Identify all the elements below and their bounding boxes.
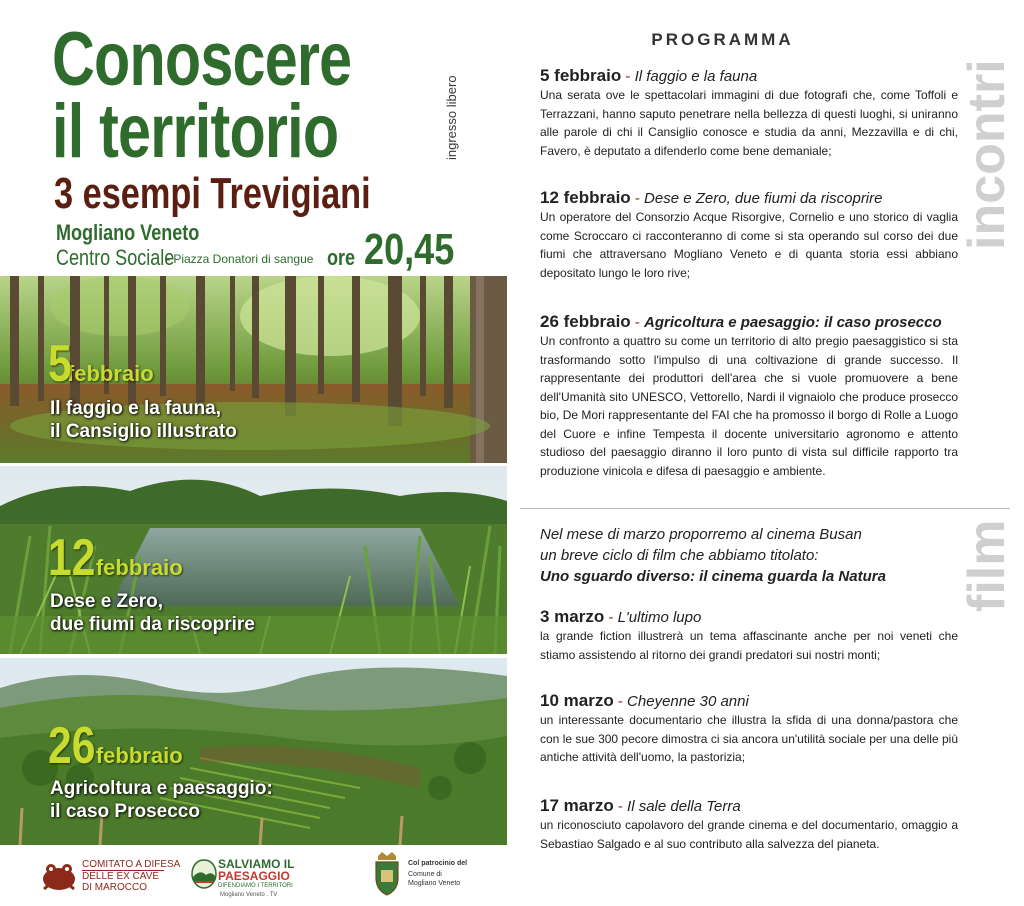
photo3-line1: Agricoltura e paesaggio: bbox=[50, 778, 273, 799]
photo1-day: 5 bbox=[48, 335, 72, 393]
landscape-icon bbox=[190, 859, 218, 889]
event-header bbox=[540, 188, 960, 208]
time-value: 20,45 bbox=[364, 225, 455, 274]
salviamo-line1: SALVIAMO IL bbox=[218, 857, 295, 871]
photo2-line1: Dese e Zero, bbox=[50, 591, 163, 612]
film-intro-line2: un breve ciclo di film che abbiamo titolato: bbox=[540, 547, 819, 564]
film-header bbox=[540, 691, 960, 711]
event-separator: - bbox=[630, 314, 645, 331]
logo-salviamo-paesaggio bbox=[190, 855, 310, 901]
photo1-month: febbraio bbox=[66, 361, 154, 386]
film-separator: - bbox=[613, 693, 628, 710]
location-place: Centro Sociale bbox=[56, 245, 175, 270]
subtitle: 3 esempi Trevigiani bbox=[54, 169, 371, 218]
photo1-date bbox=[48, 334, 154, 394]
side-label-film: film bbox=[958, 519, 1016, 612]
event-header bbox=[540, 312, 960, 332]
programma-heading: PROGRAMMA bbox=[651, 30, 794, 49]
comitato-line1: COMITATO A DIFESA bbox=[82, 859, 181, 870]
film-description: un riconosciuto capolavoro del grande cinema e del documentario, omaggio a Sebastiao Salgado e al suo contributo alla salvezza del pianeta. bbox=[540, 818, 958, 851]
event-5-febbraio bbox=[540, 66, 960, 160]
event-header bbox=[540, 66, 960, 86]
section-divider bbox=[520, 508, 1010, 509]
photo2-month: febbraio bbox=[95, 555, 183, 580]
photo-river bbox=[0, 466, 507, 654]
film-3-marzo bbox=[540, 607, 960, 664]
film-separator: - bbox=[613, 798, 628, 815]
photo1-line1: Il faggio e la fauna, bbox=[50, 398, 222, 419]
salviamo-line2: PAESAGGIO bbox=[218, 869, 290, 883]
photo3-date bbox=[48, 716, 183, 776]
entry-note bbox=[444, 40, 464, 160]
film-title: L'ultimo lupo bbox=[617, 609, 702, 626]
film-title: Il sale della Terra bbox=[627, 798, 741, 815]
film-description: un interessante documentario che illustra la sfida di una donna/pastora che con le sue 300 pecore dimostra ci sia ancora un'utilità sociale per una delle più antiche attività dell'uomo, la pastorizia; bbox=[540, 713, 958, 764]
film-17-marzo bbox=[540, 796, 960, 853]
photo2-date bbox=[48, 528, 183, 588]
coat-of-arms-icon bbox=[372, 852, 402, 896]
film-title: Cheyenne 30 anni bbox=[627, 693, 749, 710]
photo3-day: 26 bbox=[48, 717, 96, 775]
photo3-month: febbraio bbox=[95, 743, 183, 768]
film-separator: - bbox=[604, 609, 618, 626]
event-separator: - bbox=[630, 190, 645, 207]
photo2-line2: due fiumi da riscoprire bbox=[50, 614, 255, 635]
film-description: la grande fiction illustrerà un tema affascinante anche per noi veneti che stiamo assistendo al ritorno dei grandi predatori sui nostri monti; bbox=[540, 629, 958, 662]
salviamo-line3: DIFENDIAMO I TERRITORI bbox=[218, 883, 293, 889]
event-title: Dese e Zero, due fiumi da riscoprire bbox=[644, 190, 883, 207]
photo1-line2: il Cansiglio illustrato bbox=[50, 421, 237, 442]
photo-vineyard bbox=[0, 658, 507, 845]
frog-icon bbox=[40, 859, 78, 895]
event-description: Un confronto a quattro su come un territorio di alto pregio paesaggistico si sta trasformando sotto l'impulso di una coltivazione di grande successo. Il rappresentante dei produttori dell'area che si vuole promuovere a bene dell'Umanità sito UNESCO, Vettorello, Nardi il vignaiolo che produce prosecco bio, De Mori rappresentante del FAI che ha promosso il borgo di Rolle a Luogo del Cuore e infine Tempesta il docente universitario agronomo e attento studioso del paesaggio diranno il loro punto di vista sul difficile rapporto tra produzione vinicola e difesa di paesaggio e ambiente. bbox=[540, 334, 958, 478]
comune-line2: Comune di bbox=[408, 871, 442, 878]
event-12-febbraio bbox=[540, 188, 960, 282]
location-address: - Piazza Donatori di sangue bbox=[166, 252, 314, 266]
film-date: 3 marzo bbox=[540, 607, 605, 626]
event-date: 26 febbraio bbox=[540, 312, 631, 331]
event-26-febbraio bbox=[540, 312, 960, 480]
event-description: Una serata ove le spettacolari immagini di due fotografi che, come Toffoli e Terrazzani, hanno saputo penetrare nella bellezza di questi luoghi, si uniranno alle parole di chi il Cansiglio conosce e studia da anni, Mezzavilla e di chi, Favero, è deputato a difenderlo come bene demaniale; bbox=[540, 88, 958, 158]
comune-line3: Mogliano Veneto bbox=[408, 880, 461, 887]
event-title: Agricoltura e paesaggio: il caso prosecco bbox=[644, 314, 942, 331]
film-intro-line1: Nel mese di marzo proporremo al cinema Busan bbox=[540, 526, 862, 543]
film-header bbox=[540, 796, 960, 816]
film-intro bbox=[540, 524, 960, 587]
photo2-day: 12 bbox=[48, 529, 96, 587]
event-title: Il faggio e la fauna bbox=[634, 68, 758, 85]
event-separator: - bbox=[621, 68, 635, 85]
time-prefix: ore bbox=[327, 245, 356, 270]
title-line-2: il territorio bbox=[52, 89, 339, 174]
film-date: 17 marzo bbox=[540, 796, 614, 815]
logo-comune bbox=[372, 852, 512, 898]
event-date: 12 febbraio bbox=[540, 188, 631, 207]
side-label-incontri: incontri bbox=[958, 59, 1016, 250]
location-city: Mogliano Veneto bbox=[56, 220, 200, 245]
photo-forest bbox=[0, 276, 507, 463]
comune-line1: Col patrocinio del bbox=[408, 860, 468, 867]
event-date: 5 febbraio bbox=[540, 66, 622, 85]
film-header bbox=[540, 607, 960, 627]
comitato-line3: DI MAROCCO bbox=[82, 882, 147, 893]
comitato-line2: DELLE EX CAVE bbox=[82, 871, 160, 882]
film-date: 10 marzo bbox=[540, 691, 614, 710]
photo3-line2: il caso Prosecco bbox=[50, 801, 200, 822]
title-line-1: Conoscere bbox=[52, 17, 352, 102]
entry-text: ingresso libero bbox=[444, 75, 459, 160]
salviamo-line4: Mogliano Veneto . TV bbox=[220, 892, 278, 898]
logo-comitato bbox=[40, 857, 180, 897]
film-intro-line3: Uno sguardo diverso: il cinema guarda la Natura bbox=[540, 568, 886, 585]
film-10-marzo bbox=[540, 691, 960, 767]
event-description: Un operatore del Consorzio Acque Risorgive, Cornelio e uno storico di vaglia come Scroccaro ci racconteranno di come si sta operando sul corso dei due fiumi che attraversano Mogliano Veneto e di quanta storia essi abbiano depositato lungo le loro rive; bbox=[540, 210, 958, 280]
